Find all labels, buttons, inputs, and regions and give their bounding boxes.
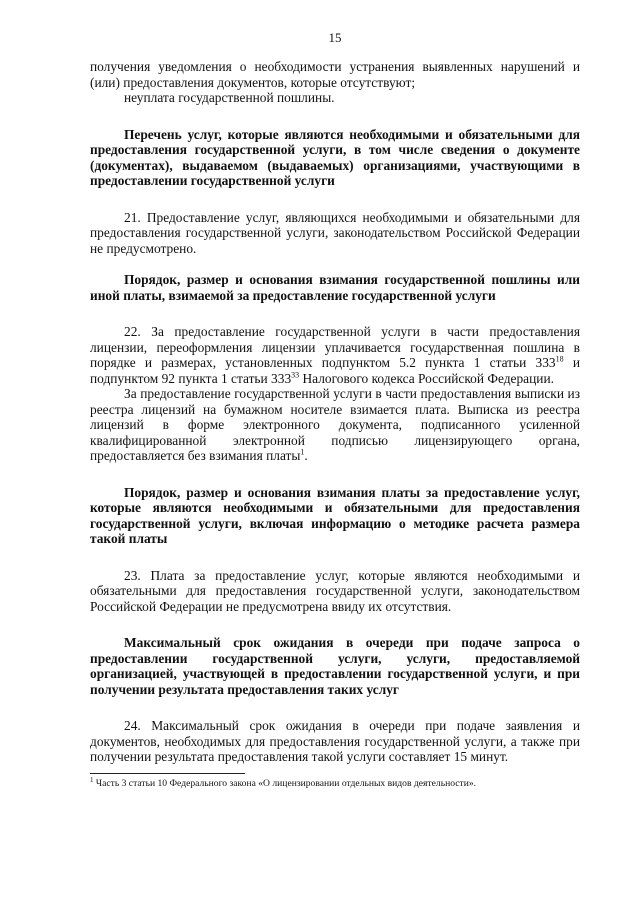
footnote-divider	[90, 773, 245, 774]
footnote-ref: 1	[300, 447, 305, 457]
paragraph-item-23: 23. Плата за предоставление услуг, которые являются необходимыми и обязательными для предоставления государственной услуги, законодательством Российской Федерации не предусмотрена ввиду их отсутствия.	[90, 567, 580, 614]
paragraph-item-21: 21. Предоставление услуг, являющихся необходимыми и обязательными для предоставления государственной услуги, законодательством Российской Федерации не предусмотрено.	[90, 209, 580, 256]
footnote	[90, 775, 580, 790]
paragraph-intro-2: неуплата государственной пошлины.	[124, 90, 335, 105]
paragraph-item-24: 24. Максимальный срок ожидания в очереди при подаче заявления и документов, необходимых для предоставления государственной услуги, а также при получении результата предоставления такой услуги составляет 15 минут.	[90, 718, 580, 764]
extract-end: .	[304, 448, 308, 463]
item22-text-c: Налогового кодекса Российской Федерации.	[299, 370, 554, 386]
item22-text-b: и подпунктом 92 пункта 1 статьи 333	[90, 355, 581, 386]
page-number: 15	[328, 30, 342, 45]
item22-sup-2: 33	[291, 370, 300, 380]
heading-fee-procedure: Порядок, размер и основания взимания государственной пошлины или иной платы, взимаемой за предоставление государственной услуги	[90, 272, 580, 303]
footnote-text: Часть 3 статьи 10 Федерального закона «О лицензировании отдельных видов деятельности».	[93, 777, 477, 789]
footnote-mark: 1	[90, 775, 94, 784]
extract-text: За предоставление государственной услуги в части предоставления выписки из реестра лицензий на бумажном носителе взимается плата. Выписка из реестра лицензий в форме электронного документа, подписанного усиленной квалифицированной электронной подписью лицензирующего органа, предоставляется без взимания платы	[90, 386, 580, 463]
heading-payment-procedure: Порядок, размер и основания взимания платы за предоставление услуг, которые являются необходимыми и обязательными для предоставления государственной услуги, включая информацию о методике расчета размера такой платы	[90, 484, 580, 546]
document-page	[90, 30, 580, 790]
paragraph-item-22-extract	[90, 386, 580, 464]
paragraph-item-22	[90, 324, 580, 386]
item22-text-a: 22. За предоставление государственной услуги в части предоставления лицензии, переоформления лицензии уплачивается государственная пошлина в порядке и размерах, установленных подпунктом 5.2 пункта 1 статьи 333	[90, 324, 580, 370]
heading-services-list: Перечень услуг, которые являются необходимыми и обязательными для предоставления государственной услуги, в том числе сведения о документе (документах), выдаваемом (выдаваемых) организациями, участвующими в предоставлении государственной услуги	[90, 126, 580, 188]
item22-sup-1: 18	[555, 354, 564, 364]
paragraph-intro-1: получения уведомления о необходимости устранения выявленных нарушений и (или) предоставления документов, которые отсутствуют;	[90, 59, 580, 90]
heading-max-wait-time: Максимальный срок ожидания в очереди при подаче запроса о предоставлении государственной услуги, услуги, предоставляемой организацией, участвующей в предоставлении государственной услуги, и при получении результата предоставления таких услуг	[90, 635, 580, 697]
